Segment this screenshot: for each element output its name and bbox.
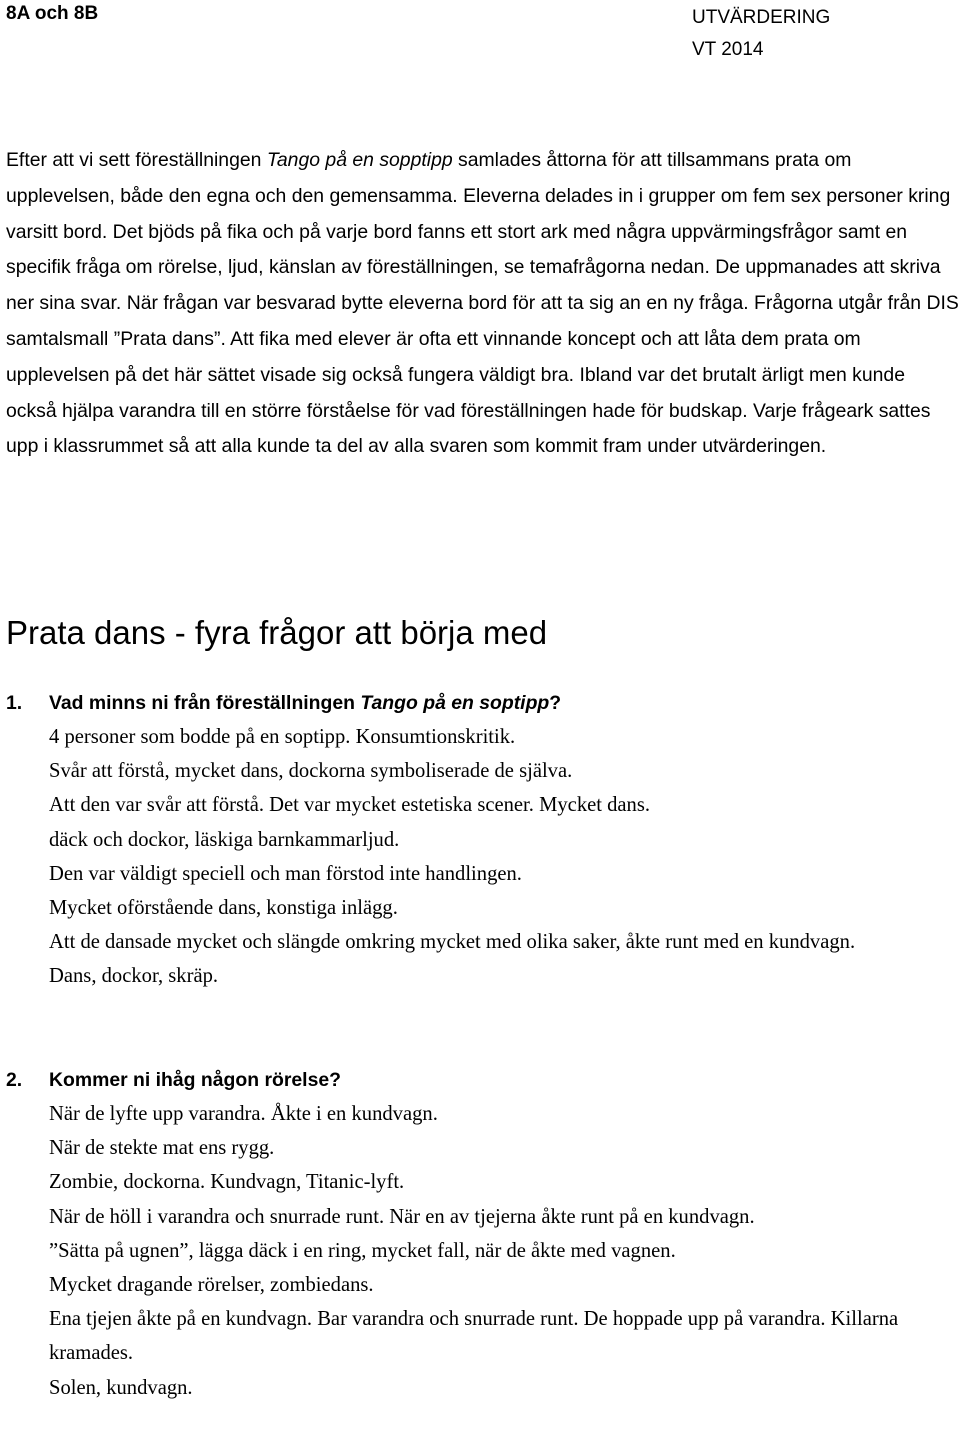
- answer-item: Den var väldigt speciell och man förstod inte handlingen.: [49, 862, 522, 885]
- answer-item: däck och dockor, läskiga barnkammarljud.: [49, 828, 400, 851]
- answer-item: Mycket oförstående dans, konstiga inlägg.: [49, 897, 398, 920]
- answer-item: Dans, dockor, skräp.: [49, 965, 219, 988]
- answer-item: När de stekte mat ens rygg.: [49, 1137, 275, 1160]
- question-text-italic: Tango på en soptipp: [360, 692, 550, 714]
- answer-item: Solen, kundvagn.: [49, 1376, 193, 1399]
- question-text-end: ?: [549, 692, 562, 714]
- answer-list: [6, 1097, 956, 1405]
- question-text-start: Kommer ni ihåg någon rörelse?: [49, 1069, 341, 1091]
- answer-item: Att de dansade mycket och slängde omkring mycket med olika saker, åkte runt med en kundvagn.: [49, 931, 856, 954]
- class-label: 8A och 8B: [6, 3, 99, 24]
- question-block-1: [6, 686, 956, 994]
- answer-item: Mycket dragande rörelser, zombiedans.: [49, 1274, 374, 1297]
- intro-text-rest: samlades åttorna för att tillsammans prata om upplevelsen, både den egna och den gemensamma. Eleverna delades in i grupper om fem sex personer kring varsitt bord. Det bjöds på fika och på varje bord fanns ett stort ark med några uppvärmingsfrågor samt en specifik fråga om rörelse, ljud, känslan av föreställningen, se temafrågorna nedan. De uppmanades att skriva ner sina svar. När frågan var besvarad bytte eleverna bord för att ta sig an en ny fråga. Frågorna utgår från DIS samtalsmall ”Prata dans”. Att fika med elever är ofta ett vinnande koncept och att låta dem prata om upplevelsen på det här sättet visade sig också fungera väldigt bra. Ibland var det brutalt ärligt men kunde också hjälpa varandra till en större förståelse för vad föreställningen hade för budskap. Varje frågeark sattes upp i klassrummet så att alla kunde ta del av alla svaren som kommit fram under utvärderingen.: [6, 149, 959, 458]
- page-header: [0, 0, 960, 62]
- answer-list: [6, 720, 956, 994]
- intro-text-start: Efter att vi sett föreställningen: [6, 149, 267, 171]
- header-right-block: [692, 2, 830, 66]
- answer-item: Zombie, dockorna. Kundvagn, Titanic-lyft.: [49, 1171, 405, 1194]
- question-number: 1.: [6, 692, 23, 714]
- answer-item: Ena tjejen åkte på en kundvagn. Bar varandra och snurrade runt. De hoppade upp på varandra. Killarna kramades.: [49, 1308, 899, 1365]
- answer-item: Svår att förstå, mycket dans, dockorna symboliserade de själva.: [49, 760, 573, 783]
- section-title: Prata dans - fyra frågor att börja med: [6, 614, 548, 651]
- question-text: [49, 1063, 341, 1097]
- term-label: VT 2014: [692, 39, 764, 60]
- intro-paragraph: [6, 143, 960, 465]
- answer-item: ”Sätta på ugnen”, lägga däck i en ring, mycket fall, när de åkte med vagnen.: [49, 1239, 676, 1262]
- question-heading: [6, 686, 956, 720]
- question-text-start: Vad minns ni från föreställningen: [49, 692, 361, 714]
- performance-title: Tango på en sopptipp: [266, 149, 453, 171]
- answer-item: När de lyfte upp varandra. Åkte i en kundvagn.: [49, 1103, 438, 1125]
- evaluation-label: UTVÄRDERING: [692, 7, 831, 28]
- answer-item: Att den var svår att förstå. Det var mycket estetiska scener. Mycket dans.: [49, 794, 651, 817]
- answer-item: När de höll i varandra och snurrade runt. När en av tjejerna åkte runt på en kundvagn.: [49, 1205, 755, 1228]
- question-heading: [6, 1063, 956, 1097]
- question-text: [49, 686, 561, 720]
- question-number: 2.: [6, 1069, 23, 1091]
- answer-item: 4 personer som bodde på en soptipp. Konsumtionskritik.: [49, 726, 516, 748]
- question-block-2: [6, 1063, 956, 1405]
